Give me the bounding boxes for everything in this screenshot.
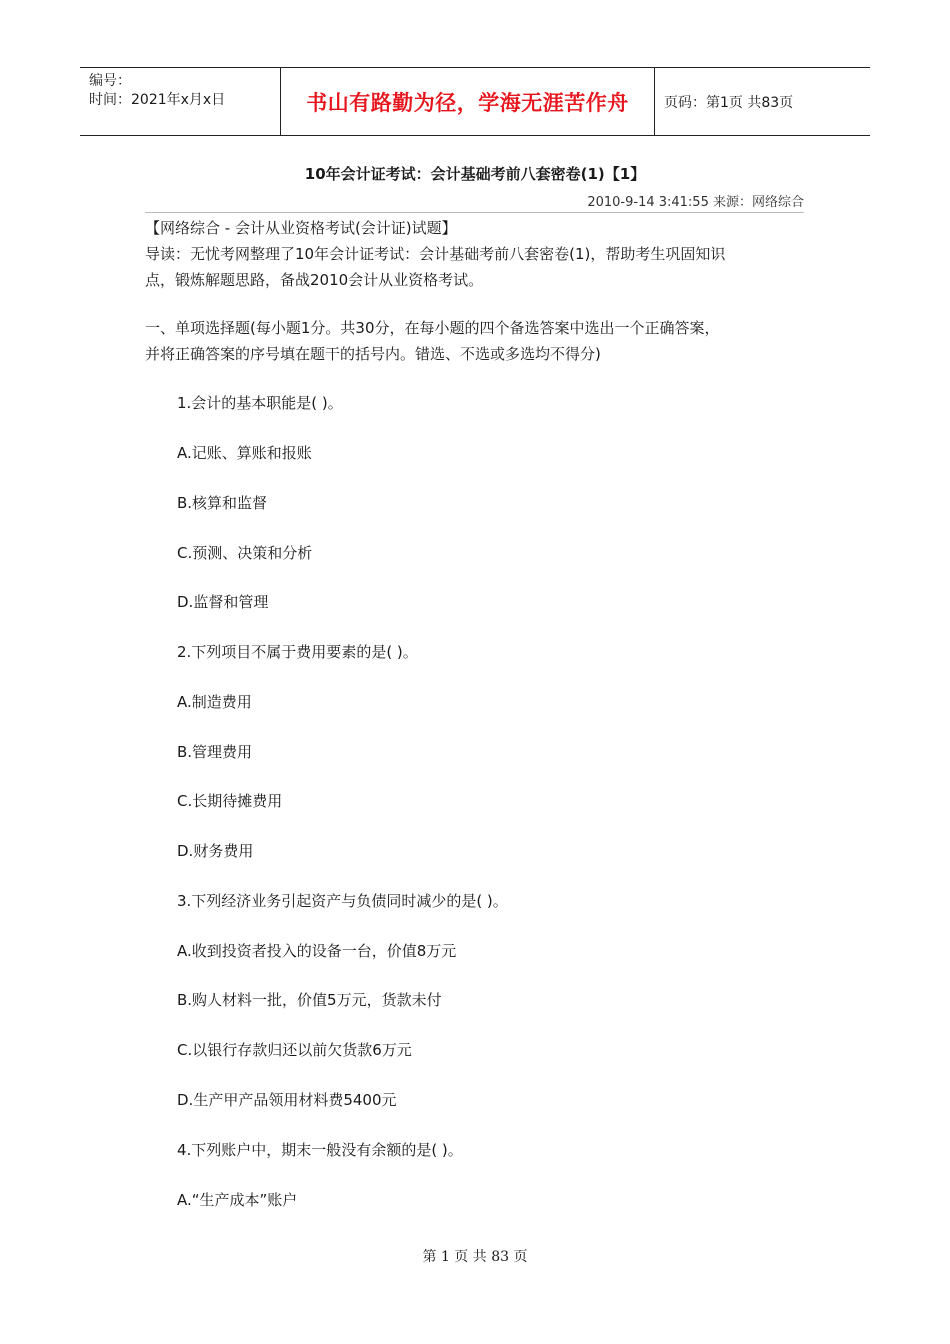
option-1a: A.记账、算账和报账 <box>177 444 312 462</box>
option-3d: D.生产甲产品领用材料费5400元 <box>177 1091 397 1109</box>
category-line: 【网络综合 - 会计从业资格考试(会计证)试题】 <box>145 219 457 237</box>
header-right-cell <box>655 68 870 135</box>
motto: 书山有路勤为径，学海无涯苦作舟 <box>306 90 629 115</box>
option-2a: A.制造费用 <box>177 693 252 711</box>
option-1b: B.核算和监督 <box>177 494 268 512</box>
date-source: 2010-9-14 3:41:55 来源：网络综合 <box>587 195 804 210</box>
option-1c: C.预测、决策和分析 <box>177 544 313 562</box>
meta-divider <box>145 212 804 213</box>
page-footer: 第 1 页 共 83 页 <box>422 1249 528 1265</box>
number-label: 编号： <box>89 73 131 89</box>
article-title: 10年会计证考试：会计基础考前八套密卷(1)【1】 <box>304 165 646 183</box>
header-left-cell <box>80 68 281 135</box>
header-middle-cell <box>281 68 655 135</box>
intro-line-2: 点，锻炼解题思路，备战2010会计从业资格考试。 <box>145 271 484 289</box>
section-heading-line-2: 并将正确答案的序号填在题干的括号内。错选、不选或多选均不得分) <box>145 345 601 363</box>
option-1d: D.监督和管理 <box>177 593 269 611</box>
intro-line-1: 导读：无忧考网整理了10年会计证考试：会计基础考前八套密卷(1)，帮助考生巩固知识 <box>145 245 726 263</box>
time-label: 时间：2021年x月x日 <box>89 92 226 108</box>
option-3a: A.收到投资者投入的设备一台，价值8万元 <box>177 942 457 960</box>
question-2: 2.下列项目不属于费用要素的是( )。 <box>177 643 418 661</box>
option-2c: C.长期待摊费用 <box>177 792 283 810</box>
option-4a: A.“生产成本”账户 <box>177 1191 298 1209</box>
question-1: 1.会计的基本职能是( )。 <box>177 394 343 412</box>
header-table <box>80 67 870 136</box>
option-2b: B.管理费用 <box>177 743 253 761</box>
option-3b: B.购人材料一批，价值5万元，货款未付 <box>177 991 442 1009</box>
question-3: 3.下列经济业务引起资产与负债同时减少的是( )。 <box>177 892 508 910</box>
option-2d: D.财务费用 <box>177 842 254 860</box>
page-info: 页码：第1页 共83页 <box>664 94 794 111</box>
section-heading-line-1: 一、单项选择题(每小题1分。共30分，在每小题的四个备选答案中选出一个正确答案， <box>145 319 720 337</box>
option-3c: C.以银行存款归还以前欠货款6万元 <box>177 1041 412 1059</box>
question-4: 4.下列账户中，期末一般没有余额的是( )。 <box>177 1141 463 1159</box>
